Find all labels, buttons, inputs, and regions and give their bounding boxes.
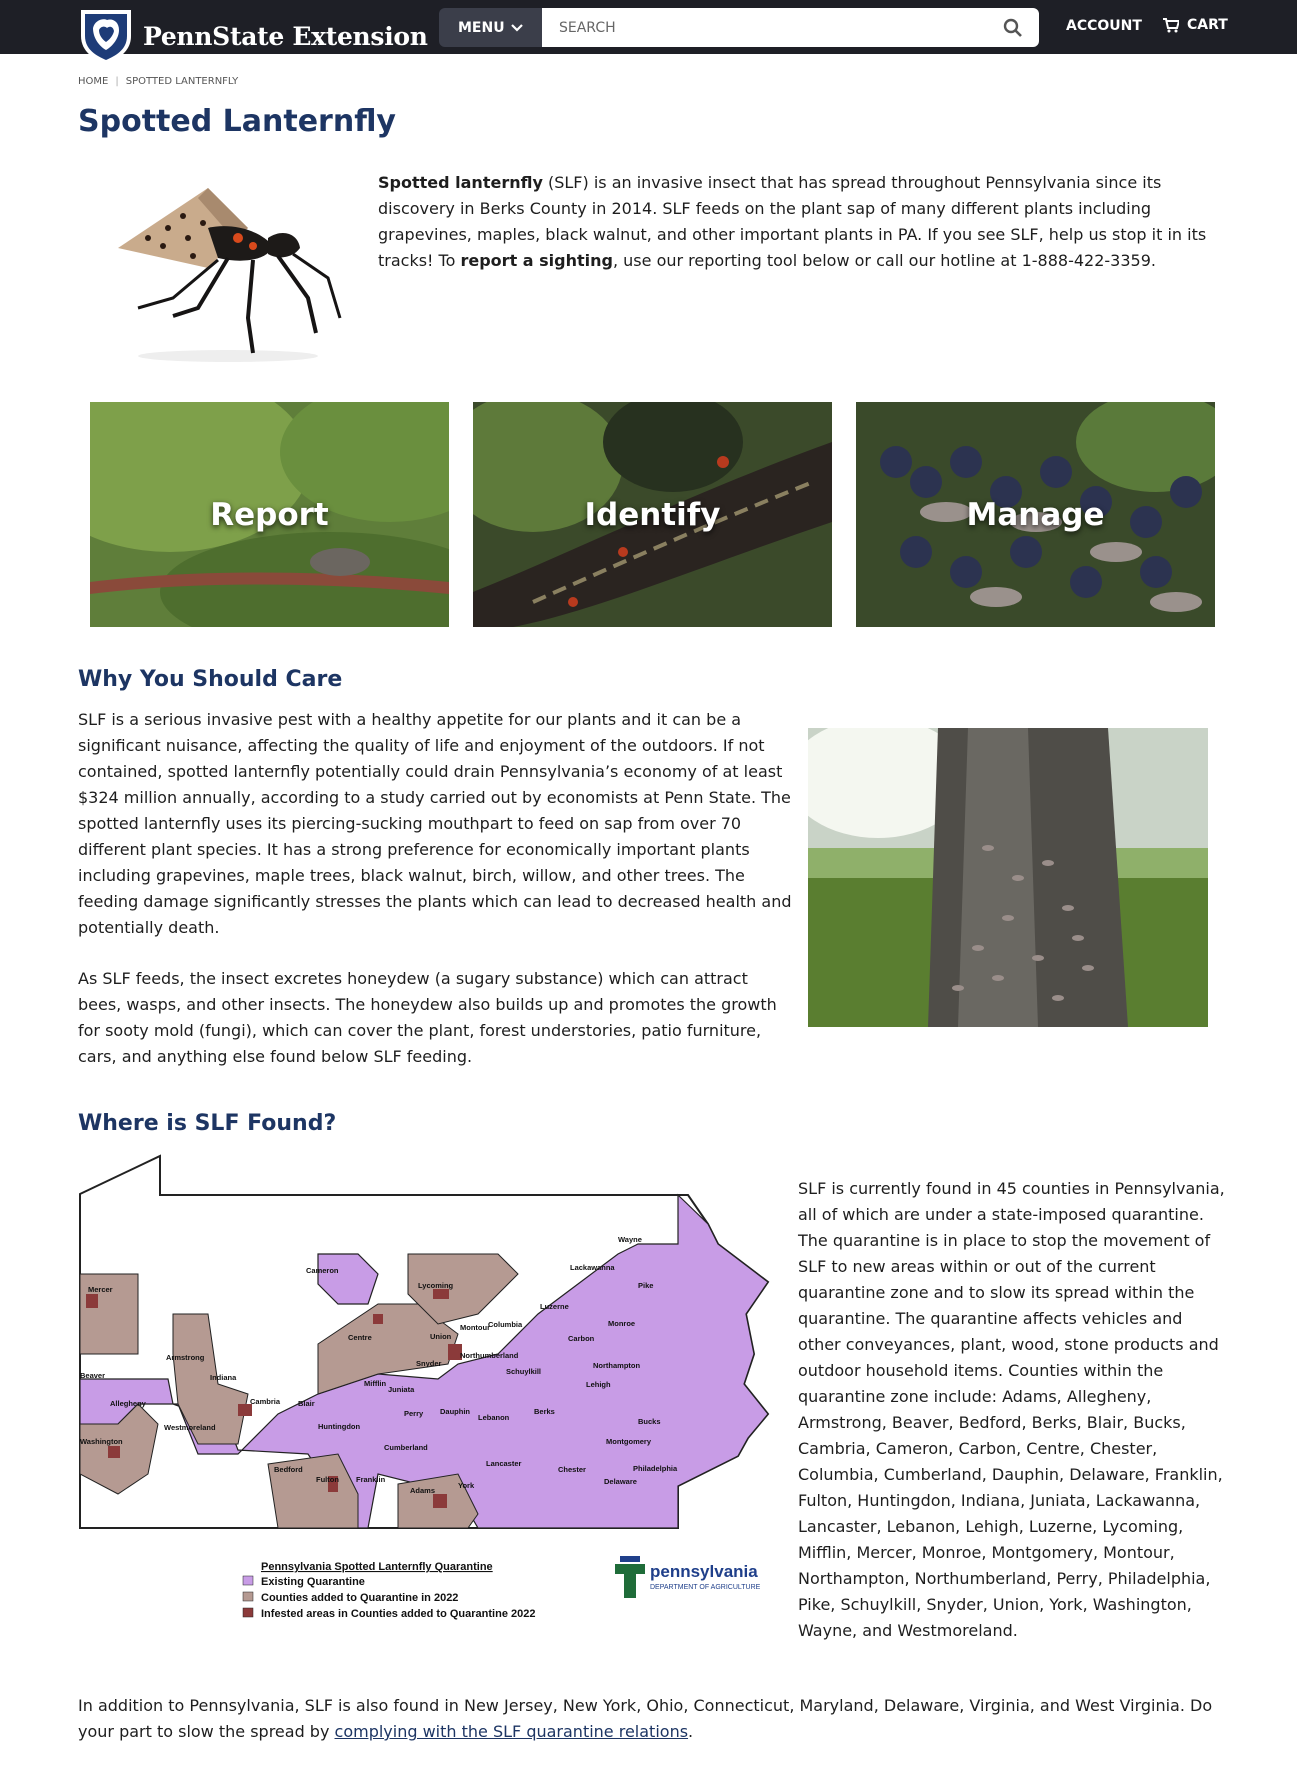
identify-tile[interactable]	[473, 402, 832, 627]
report-tile[interactable]	[90, 402, 449, 627]
intro-text-part-2: , use our reporting tool below or call our hotline at 1-888-422-3359.	[612, 251, 1156, 270]
quarantine-map	[78, 1154, 773, 1629]
map-label-fulton: Fulton	[316, 1475, 339, 1484]
legend-swatch-2022	[243, 1592, 253, 1601]
cart-link[interactable]	[1163, 17, 1228, 33]
map-label-pike: Pike	[638, 1281, 654, 1290]
why-care-paragraph-2: As SLF feeds, the insect excretes honeydew (a sugary substance) which can attract bees, wasps, and other insects. The honeydew also builds up and promotes the growth for sooty mold (fungi), which can cover the plant, forest understories, patio furniture, cars, and anything else found below SLF feeding.	[78, 969, 777, 1066]
map-label-blair: Blair	[298, 1399, 315, 1408]
map-label-indiana: Indiana	[210, 1373, 237, 1382]
map-label-lancaster: Lancaster	[486, 1459, 522, 1468]
intro-lead-bold: Spotted lanternfly	[378, 173, 543, 192]
map-label-lycoming: Lycoming	[418, 1281, 454, 1290]
map-label-centre: Centre	[348, 1333, 372, 1342]
breadcrumb-home[interactable]: HOME	[78, 76, 109, 87]
why-care-paragraph-1: SLF is a serious invasive pest with a healthy appetite for our plants and it can be a significant nuisance, affecting the quality of life and enjoyment of the outdoors. If not contained, spotted lanternfly potentially could drain Pennsylvania’s economy of at least $324 million annually, according to a study carried out by economists at Penn State. The spotted lanternfly uses its piercing-sucking mouthpart to feed on sap from over 70 different plant species. It has a strong preference for economically important plants including grapevines, maple trees, black walnut, birch, willow, and other trees. The feeding damage significantly stresses the plants which can lead to decreased health and potentially death.	[78, 710, 792, 937]
cart-icon	[1163, 18, 1179, 33]
map-label-union: Union	[430, 1332, 452, 1341]
agency-name: pennsylvania	[650, 1562, 758, 1581]
states-paragraph	[78, 1693, 1238, 1745]
legend-infested: Infested areas in Counties added to Quarantine 2022	[261, 1608, 536, 1620]
map-label-wayne: Wayne	[618, 1235, 642, 1244]
map-label-cameron: Cameron	[306, 1266, 339, 1275]
map-label-allegheny: Allegheny	[110, 1399, 146, 1408]
map-label-monroe: Monroe	[608, 1319, 636, 1328]
search-bar	[542, 8, 1039, 47]
map-label-franklin: Franklin	[356, 1475, 386, 1484]
map-label-mifflin: Mifflin	[364, 1379, 387, 1388]
manage-tile[interactable]	[856, 402, 1215, 627]
chevron-down-icon	[511, 23, 523, 33]
logo-text: PennState Extension	[143, 21, 428, 51]
map-label-cambria: Cambria	[250, 1397, 281, 1406]
map-label-beaver: Beaver	[80, 1371, 106, 1380]
map-label-carbon: Carbon	[568, 1334, 595, 1343]
map-label-mercer: Mercer	[88, 1285, 113, 1294]
map-label-columbia: Columbia	[488, 1320, 523, 1329]
infested-tree-photo	[808, 728, 1208, 1027]
map-label-cumberland: Cumberland	[384, 1443, 428, 1452]
top-navigation-bar	[0, 0, 1297, 54]
map-label-bucks: Bucks	[638, 1417, 661, 1426]
menu-button[interactable]	[439, 8, 542, 47]
map-label-berks: Berks	[534, 1407, 555, 1416]
agency-subtitle: DEPARTMENT OF AGRICULTURE	[650, 1584, 761, 1591]
manage-tile-label: Manage	[966, 496, 1105, 533]
where-found-heading: Where is SLF Found?	[78, 1111, 337, 1136]
where-found-paragraph: SLF is currently found in 45 counties in Pennsylvania, all of which are under a state-imposed quarantine. The quarantine is in place to stop the movement of SLF to new areas within or out of the current quarantine zone and to slow its spread within the quarantine. The quarantine affects vehicles and other conveyances, plant, wood, stone products and outdoor household items. Counties within the quarantine zone include: Adams, Allegheny, Armstrong, Beaver, Bedford, Berks, Blair, Bucks, Cambria, Cameron, Carbon, Centre, Chester, Columbia, Cumberland, Dauphin, Delaware, Franklin, Fulton, Huntingdon, Indiana, Juniata, Lackawanna, Lancaster, Lebanon, Lehigh, Luzerne, Lycoming, Mifflin, Mercer, Monroe, Montgomery, Montour, Northampton, Northumberland, Perry, Philadelphia, Pike, Schuylkill, Snyder, Union, York, Washington, Wayne, and Westmoreland.	[798, 1179, 1225, 1640]
legend-2022: Counties added to Quarantine in 2022	[261, 1592, 459, 1604]
map-label-luzerne: Luzerne	[540, 1302, 569, 1311]
map-label-northumberland: Northumberland	[460, 1351, 519, 1360]
intro-paragraph	[378, 170, 1228, 274]
map-label-dauphin: Dauphin	[440, 1407, 470, 1416]
cart-label: CART	[1187, 17, 1228, 33]
menu-label: MENU	[458, 19, 505, 36]
report-tile-label: Report	[210, 496, 329, 533]
map-label-juniata: Juniata	[388, 1385, 415, 1394]
map-label-washington: Washington	[80, 1437, 123, 1446]
nittany-lion-shield-icon	[77, 6, 135, 66]
identify-tile-label: Identify	[584, 496, 721, 533]
map-label-adams: Adams	[410, 1486, 436, 1495]
map-label-philadelphia: Philadelphia	[633, 1464, 678, 1473]
map-label-lebanon: Lebanon	[478, 1413, 510, 1422]
report-sighting-bold: report a sighting	[460, 251, 613, 270]
map-label-montgomery: Montgomery	[606, 1437, 651, 1446]
quarantine-regulations-link[interactable]: complying with the SLF quarantine relations	[334, 1722, 689, 1741]
map-label-snyder: Snyder	[416, 1359, 442, 1368]
breadcrumb-separator: |	[115, 76, 119, 87]
map-label-huntingdon: Huntingdon	[318, 1422, 361, 1431]
map-label-northampton: Northampton	[593, 1361, 641, 1370]
legend-existing: Existing Quarantine	[261, 1576, 365, 1588]
spotted-lanternfly-photo	[78, 168, 376, 364]
map-label-westmoreland: Westmoreland	[164, 1423, 216, 1432]
legend-swatch-infested	[243, 1608, 253, 1617]
states-text-end: .	[688, 1722, 694, 1741]
map-label-york: York	[458, 1481, 475, 1490]
page-title: Spotted Lanternfly	[78, 104, 396, 139]
map-legend-title: Pennsylvania Spotted Lanternfly Quarantine	[261, 1561, 493, 1573]
map-label-chester: Chester	[558, 1465, 586, 1474]
map-label-lackawanna: Lackawanna	[570, 1263, 615, 1272]
legend-swatch-existing	[243, 1576, 253, 1585]
pennstate-extension-logo[interactable]	[77, 6, 428, 66]
map-label-armstrong: Armstrong	[166, 1353, 205, 1362]
states-text: In addition to Pennsylvania, SLF is also found in New Jersey, New York, Ohio, Connecticut, Maryland, Delaware, Virginia, and West Virginia. Do your part to slow the spread by	[78, 1696, 1213, 1741]
map-label-delaware: Delaware	[604, 1477, 637, 1486]
search-icon[interactable]	[1003, 18, 1023, 38]
search-input[interactable]	[559, 20, 979, 36]
map-label-schuylkill: Schuylkill	[506, 1367, 542, 1376]
map-label-montour: Montour	[460, 1323, 490, 1332]
account-link[interactable]: ACCOUNT	[1066, 18, 1142, 34]
breadcrumb-current: SPOTTED LANTERNFLY	[125, 76, 239, 87]
breadcrumb	[78, 76, 238, 87]
intro-text-part-1: (SLF) is an invasive insect that has spread throughout Pennsylvania since its discovery in Berks County in 2014. SLF feeds on the plant sap of many different plants including grapevines, maples, black walnut, and other important plants in PA. If you see SLF, help us stop it in its tracks! To	[378, 173, 1207, 270]
map-label-lehigh: Lehigh	[586, 1380, 611, 1389]
map-label-perry: Perry	[404, 1409, 424, 1418]
why-care-heading: Why You Should Care	[78, 667, 343, 692]
map-label-bedford: Bedford	[274, 1465, 303, 1474]
